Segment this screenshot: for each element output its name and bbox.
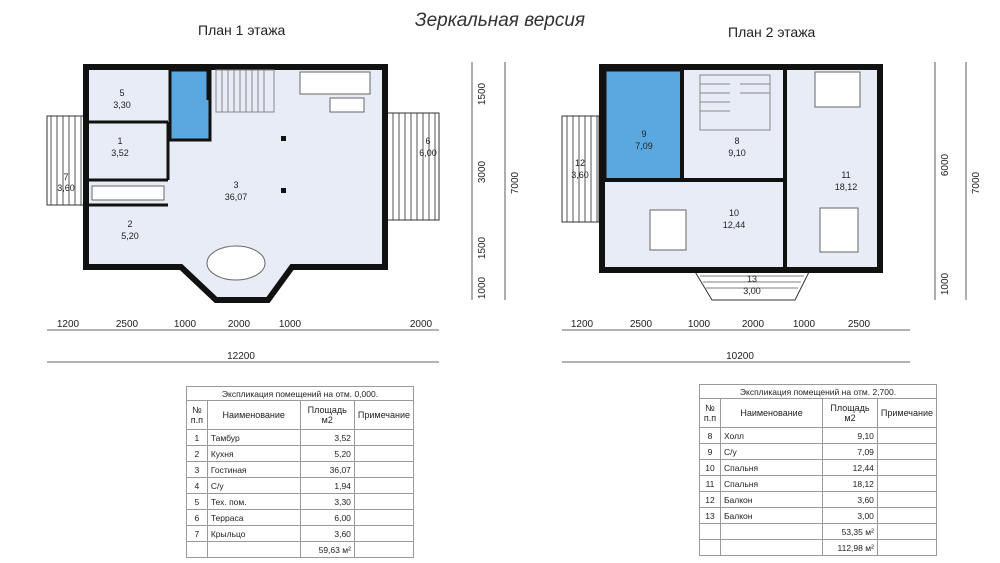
main-title: Зеркальная версия [414,10,586,31]
dimension-label: 2500 [847,319,871,330]
column-header: Примечание [877,399,936,428]
floor2-bathroom [605,70,682,180]
floor1-dining-table [207,246,265,280]
column-header: Площадь м2 [300,401,354,430]
table-row: 5 Тех. пом. 3,30 [187,494,414,510]
dimension-label: 1000 [477,276,488,300]
room-number: 8 [734,136,740,146]
room-number: 7 [63,172,69,182]
room-area: 36,07 [224,192,248,202]
floor1-plan [47,62,521,362]
room-number: 12 [574,158,586,168]
table-total-row [700,540,937,556]
table-row: 6 Терраса 6,00 [187,510,414,526]
column-header: Примечание [354,401,413,430]
dimension-label: 2000 [409,319,433,330]
room-number: 5 [119,88,125,98]
dimension-label: 1000 [278,319,302,330]
floor1-kitchen-counter [92,186,164,200]
table-row: 10 Спальня 12,44 [700,460,937,476]
dimension-label: 2500 [115,319,139,330]
table-row: 11 Спальня 18,12 [700,476,937,492]
column-header: № п.п [700,399,721,428]
room-area: 12,44 [722,220,746,230]
room-area: 3,60 [571,170,589,180]
room-area: 3,52 [111,148,129,158]
table-row: 8 Холл 9,10 [700,428,937,444]
table-total: 112,98 м² [823,540,878,556]
table-row: 2 Кухня 5,20 [187,446,414,462]
dimension-label: 1500 [477,236,488,260]
room-number: 6 [425,136,431,146]
floor2-bed [650,210,686,250]
room-number: 10 [728,208,740,218]
dimension-label: 1000 [792,319,816,330]
table-total: 59,63 м² [300,542,354,558]
room-number: 11 [841,170,851,180]
table-subtotal: 53,35 м² [823,524,878,540]
dimension-label: 1000 [940,272,951,296]
table-row: 3 Гостиная 36,07 [187,462,414,478]
dimension-label: 6000 [940,153,951,177]
table-subtotal-row [700,524,937,540]
dimension-label: 2000 [741,319,765,330]
balcony-deck [562,116,599,222]
table-row: 1 Тамбур 3,52 [187,430,414,446]
table-row: 13 Балкон 3,00 [700,508,937,524]
room-number: 13 [746,274,758,284]
floor2-title: План 2 этажа [728,24,816,40]
dimension-label: 1200 [570,319,594,330]
dimension-label: 2500 [629,319,653,330]
terrace-deck [387,113,439,220]
floor1-table [330,98,364,112]
total-height-label: 7000 [510,171,521,195]
table-row: 7 Крыльцо 3,60 [187,526,414,542]
table-row: 12 Балкон 3,60 [700,492,937,508]
floor2-bed [815,72,860,107]
room-area: 5,20 [121,231,139,241]
room-area: 3,30 [113,100,131,110]
room-number: 3 [233,180,239,190]
dimension-label: 1000 [173,319,197,330]
table-caption: Экспликация помещений на отм. 2,700. [700,385,937,399]
floor1-sofa [300,72,370,94]
floor1-title: План 1 этажа [198,22,286,38]
floor1-bathroom [170,70,210,140]
total-height-label: 7000 [971,171,982,195]
room-area: 6,00 [419,148,437,158]
room-number: 9 [641,129,647,139]
room-area: 18,12 [834,182,858,192]
floor2-bed [820,208,858,252]
rooms-table-floor2 [699,384,937,556]
table-row: 4 С/у 1,94 [187,478,414,494]
dimension-label: 1200 [56,319,80,330]
room-number: 2 [127,219,133,229]
total-width-label: 10200 [726,351,754,362]
dimension-label: 2000 [227,319,251,330]
table-caption: Экспликация помещений на отм. 0,000. [187,387,414,401]
room-area: 7,09 [635,141,653,151]
room-area: 3,00 [743,286,761,296]
table-total-row [187,542,414,558]
table-row: 9 С/у 7,09 [700,444,937,460]
total-width-label: 12200 [227,351,255,362]
room-area: 3,60 [57,183,75,193]
room-area: 9,10 [728,148,746,158]
column-header: Наименование [720,399,822,428]
dimension-label: 1500 [477,82,488,106]
column-header: Площадь м2 [823,399,878,428]
column-header: Наименование [207,401,300,430]
column-header: № п.п [187,401,208,430]
dimension-label: 1000 [687,319,711,330]
room-number: 1 [117,136,123,146]
floor2-plan [562,62,982,362]
column-marker [281,188,286,193]
dimension-label: 3000 [477,160,488,184]
column-marker [281,136,286,141]
rooms-table-floor1 [186,386,414,558]
